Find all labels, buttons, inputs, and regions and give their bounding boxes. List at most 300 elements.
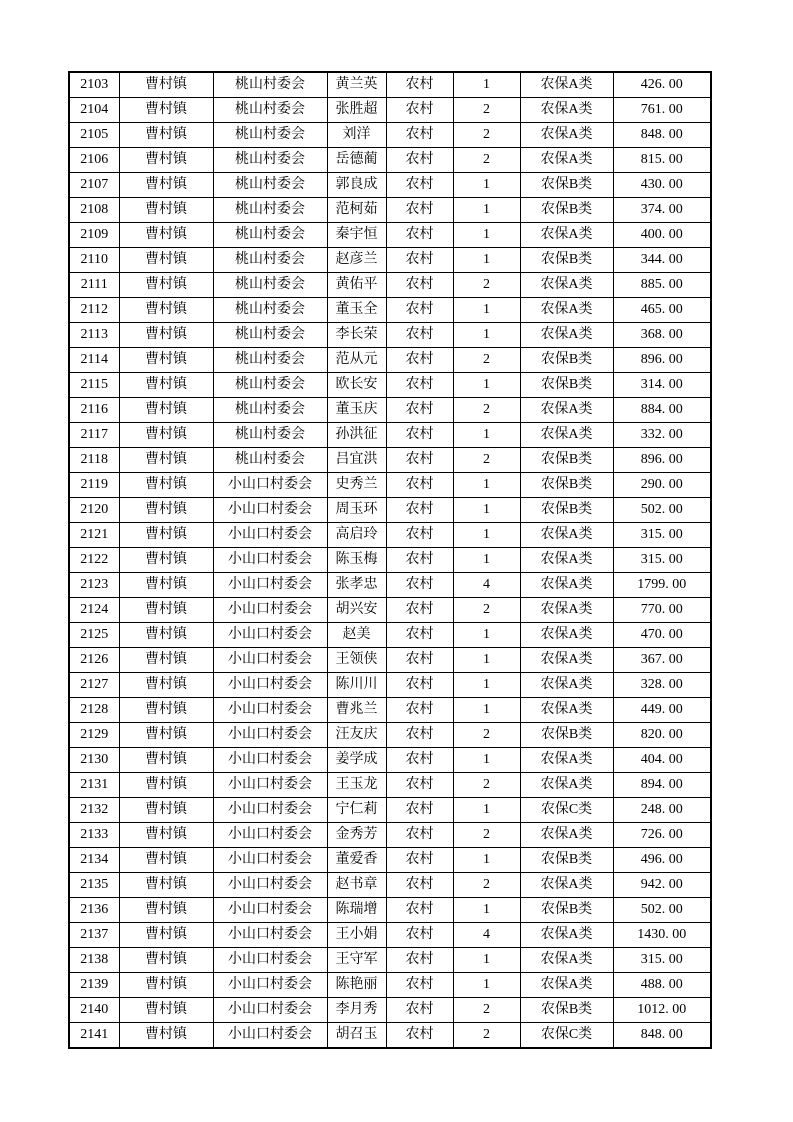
table-row (69, 873, 711, 898)
cell-village-committee: 小山口村委会 (213, 748, 327, 773)
cell-town: 曹村镇 (119, 673, 213, 698)
cell-insurance-category: 农保B类 (520, 248, 613, 273)
table-row (69, 398, 711, 423)
cell-town: 曹村镇 (119, 248, 213, 273)
cell-amount: 502. 00 (613, 498, 711, 523)
cell-town: 曹村镇 (119, 498, 213, 523)
cell-village-committee: 小山口村委会 (213, 698, 327, 723)
cell-person-name: 张胜超 (327, 98, 386, 123)
cell-amount: 815. 00 (613, 148, 711, 173)
cell-serial-number: 2105 (69, 123, 119, 148)
cell-person-name: 赵彦兰 (327, 248, 386, 273)
cell-household-type: 农村 (386, 548, 453, 573)
cell-serial-number: 2126 (69, 648, 119, 673)
cell-person-name: 王领侠 (327, 648, 386, 673)
cell-person-name: 孙洪征 (327, 423, 386, 448)
cell-person-name: 黄佑平 (327, 273, 386, 298)
cell-insurance-category: 农保A类 (520, 523, 613, 548)
table-row (69, 848, 711, 873)
cell-town: 曹村镇 (119, 773, 213, 798)
cell-amount: 328. 00 (613, 673, 711, 698)
table-row (69, 373, 711, 398)
cell-serial-number: 2124 (69, 598, 119, 623)
cell-person-count: 1 (453, 548, 520, 573)
table-row (69, 573, 711, 598)
cell-insurance-category: 农保B类 (520, 723, 613, 748)
table-body (69, 72, 711, 1048)
cell-household-type: 农村 (386, 998, 453, 1023)
cell-insurance-category: 农保A类 (520, 873, 613, 898)
cell-person-name: 岳德蔺 (327, 148, 386, 173)
cell-person-count: 1 (453, 673, 520, 698)
cell-serial-number: 2136 (69, 898, 119, 923)
cell-household-type: 农村 (386, 873, 453, 898)
cell-village-committee: 小山口村委会 (213, 898, 327, 923)
cell-person-count: 1 (453, 173, 520, 198)
cell-amount: 315. 00 (613, 523, 711, 548)
cell-person-name: 刘洋 (327, 123, 386, 148)
cell-insurance-category: 农保A类 (520, 223, 613, 248)
cell-household-type: 农村 (386, 798, 453, 823)
cell-person-name: 吕宜洪 (327, 448, 386, 473)
cell-household-type: 农村 (386, 1023, 453, 1049)
cell-household-type: 农村 (386, 223, 453, 248)
cell-person-count: 1 (453, 848, 520, 873)
cell-village-committee: 小山口村委会 (213, 1023, 327, 1049)
cell-amount: 820. 00 (613, 723, 711, 748)
cell-person-count: 2 (453, 448, 520, 473)
cell-village-committee: 桃山村委会 (213, 423, 327, 448)
cell-village-committee: 小山口村委会 (213, 948, 327, 973)
cell-amount: 470. 00 (613, 623, 711, 648)
cell-household-type: 农村 (386, 98, 453, 123)
cell-village-committee: 小山口村委会 (213, 998, 327, 1023)
cell-person-count: 1 (453, 423, 520, 448)
cell-amount: 315. 00 (613, 548, 711, 573)
cell-household-type: 农村 (386, 923, 453, 948)
cell-person-count: 2 (453, 123, 520, 148)
cell-insurance-category: 农保A类 (520, 673, 613, 698)
cell-town: 曹村镇 (119, 698, 213, 723)
cell-serial-number: 2104 (69, 98, 119, 123)
cell-town: 曹村镇 (119, 648, 213, 673)
cell-person-name: 王守军 (327, 948, 386, 973)
cell-village-committee: 桃山村委会 (213, 373, 327, 398)
cell-person-name: 秦宇恒 (327, 223, 386, 248)
cell-village-committee: 桃山村委会 (213, 248, 327, 273)
cell-serial-number: 2106 (69, 148, 119, 173)
table-row (69, 748, 711, 773)
cell-serial-number: 2114 (69, 348, 119, 373)
cell-village-committee: 桃山村委会 (213, 273, 327, 298)
cell-serial-number: 2119 (69, 473, 119, 498)
cell-person-name: 王玉龙 (327, 773, 386, 798)
cell-serial-number: 2120 (69, 498, 119, 523)
cell-person-name: 欧长安 (327, 373, 386, 398)
cell-village-committee: 小山口村委会 (213, 523, 327, 548)
cell-person-name: 宁仁莉 (327, 798, 386, 823)
cell-person-name: 赵书章 (327, 873, 386, 898)
cell-village-committee: 桃山村委会 (213, 348, 327, 373)
cell-town: 曹村镇 (119, 298, 213, 323)
cell-household-type: 农村 (386, 373, 453, 398)
cell-town: 曹村镇 (119, 273, 213, 298)
cell-town: 曹村镇 (119, 898, 213, 923)
cell-insurance-category: 农保A类 (520, 72, 613, 98)
cell-serial-number: 2141 (69, 1023, 119, 1049)
cell-person-name: 金秀芳 (327, 823, 386, 848)
table-row (69, 123, 711, 148)
table-row (69, 223, 711, 248)
cell-village-committee: 桃山村委会 (213, 72, 327, 98)
cell-serial-number: 2113 (69, 323, 119, 348)
cell-person-count: 2 (453, 773, 520, 798)
cell-person-name: 陈瑞增 (327, 898, 386, 923)
cell-serial-number: 2128 (69, 698, 119, 723)
cell-village-committee: 桃山村委会 (213, 398, 327, 423)
cell-insurance-category: 农保B类 (520, 498, 613, 523)
cell-person-count: 2 (453, 873, 520, 898)
cell-household-type: 农村 (386, 173, 453, 198)
cell-serial-number: 2137 (69, 923, 119, 948)
table-row (69, 423, 711, 448)
table-row (69, 648, 711, 673)
cell-person-name: 高启玲 (327, 523, 386, 548)
cell-amount: 770. 00 (613, 598, 711, 623)
cell-person-name: 姜学成 (327, 748, 386, 773)
cell-insurance-category: 农保B类 (520, 473, 613, 498)
cell-household-type: 农村 (386, 673, 453, 698)
cell-insurance-category: 农保A类 (520, 273, 613, 298)
cell-insurance-category: 农保A类 (520, 148, 613, 173)
cell-serial-number: 2139 (69, 973, 119, 998)
cell-insurance-category: 农保A类 (520, 598, 613, 623)
table-row (69, 998, 711, 1023)
cell-town: 曹村镇 (119, 373, 213, 398)
cell-household-type: 农村 (386, 123, 453, 148)
cell-person-count: 2 (453, 598, 520, 623)
cell-village-committee: 桃山村委会 (213, 173, 327, 198)
cell-person-count: 2 (453, 98, 520, 123)
cell-amount: 894. 00 (613, 773, 711, 798)
cell-person-count: 1 (453, 698, 520, 723)
cell-insurance-category: 农保A类 (520, 398, 613, 423)
cell-household-type: 农村 (386, 198, 453, 223)
cell-serial-number: 2103 (69, 72, 119, 98)
cell-village-committee: 桃山村委会 (213, 198, 327, 223)
cell-person-count: 1 (453, 198, 520, 223)
cell-person-name: 曹兆兰 (327, 698, 386, 723)
cell-serial-number: 2134 (69, 848, 119, 873)
cell-insurance-category: 农保A类 (520, 623, 613, 648)
cell-village-committee: 桃山村委会 (213, 448, 327, 473)
table-row (69, 72, 711, 98)
table-row (69, 698, 711, 723)
cell-person-name: 史秀兰 (327, 473, 386, 498)
cell-insurance-category: 农保B类 (520, 998, 613, 1023)
cell-amount: 332. 00 (613, 423, 711, 448)
table-row (69, 498, 711, 523)
cell-serial-number: 2112 (69, 298, 119, 323)
cell-person-count: 1 (453, 72, 520, 98)
cell-household-type: 农村 (386, 773, 453, 798)
cell-amount: 367. 00 (613, 648, 711, 673)
cell-insurance-category: 农保A类 (520, 98, 613, 123)
table-row (69, 1023, 711, 1049)
cell-village-committee: 桃山村委会 (213, 298, 327, 323)
cell-amount: 942. 00 (613, 873, 711, 898)
cell-amount: 465. 00 (613, 298, 711, 323)
cell-amount: 761. 00 (613, 98, 711, 123)
cell-person-name: 陈玉梅 (327, 548, 386, 573)
cell-insurance-category: 农保A类 (520, 548, 613, 573)
cell-insurance-category: 农保B类 (520, 373, 613, 398)
cell-person-count: 2 (453, 998, 520, 1023)
cell-person-name: 李长荣 (327, 323, 386, 348)
cell-town: 曹村镇 (119, 923, 213, 948)
cell-serial-number: 2111 (69, 273, 119, 298)
table-row (69, 673, 711, 698)
cell-village-committee: 桃山村委会 (213, 123, 327, 148)
cell-person-count: 1 (453, 523, 520, 548)
cell-amount: 502. 00 (613, 898, 711, 923)
table-row (69, 948, 711, 973)
cell-town: 曹村镇 (119, 1023, 213, 1049)
table-row (69, 323, 711, 348)
table-row (69, 773, 711, 798)
cell-insurance-category: 农保A类 (520, 423, 613, 448)
cell-serial-number: 2121 (69, 523, 119, 548)
cell-household-type: 农村 (386, 273, 453, 298)
insurance-payment-table (68, 71, 712, 1049)
cell-person-count: 1 (453, 373, 520, 398)
cell-insurance-category: 农保A类 (520, 973, 613, 998)
cell-person-count: 2 (453, 398, 520, 423)
cell-household-type: 农村 (386, 623, 453, 648)
cell-person-name: 汪友庆 (327, 723, 386, 748)
cell-insurance-category: 农保A类 (520, 323, 613, 348)
cell-person-name: 董玉庆 (327, 398, 386, 423)
cell-household-type: 农村 (386, 323, 453, 348)
cell-town: 曹村镇 (119, 998, 213, 1023)
cell-person-name: 黄兰英 (327, 72, 386, 98)
table-row (69, 523, 711, 548)
table-row (69, 448, 711, 473)
cell-person-name: 李月秀 (327, 998, 386, 1023)
cell-person-count: 1 (453, 748, 520, 773)
cell-serial-number: 2107 (69, 173, 119, 198)
cell-amount: 1799. 00 (613, 573, 711, 598)
cell-village-committee: 小山口村委会 (213, 548, 327, 573)
table-row (69, 198, 711, 223)
cell-household-type: 农村 (386, 898, 453, 923)
cell-person-count: 1 (453, 973, 520, 998)
cell-amount: 726. 00 (613, 823, 711, 848)
cell-person-count: 1 (453, 948, 520, 973)
cell-household-type: 农村 (386, 648, 453, 673)
cell-village-committee: 小山口村委会 (213, 798, 327, 823)
cell-household-type: 农村 (386, 598, 453, 623)
cell-village-committee: 小山口村委会 (213, 723, 327, 748)
cell-amount: 368. 00 (613, 323, 711, 348)
table-row (69, 273, 711, 298)
cell-town: 曹村镇 (119, 948, 213, 973)
cell-village-committee: 小山口村委会 (213, 473, 327, 498)
cell-amount: 896. 00 (613, 348, 711, 373)
cell-person-name: 张孝忠 (327, 573, 386, 598)
cell-town: 曹村镇 (119, 223, 213, 248)
cell-household-type: 农村 (386, 348, 453, 373)
table-row (69, 973, 711, 998)
cell-town: 曹村镇 (119, 973, 213, 998)
cell-serial-number: 2140 (69, 998, 119, 1023)
cell-person-count: 1 (453, 223, 520, 248)
cell-serial-number: 2131 (69, 773, 119, 798)
cell-village-committee: 小山口村委会 (213, 848, 327, 873)
cell-town: 曹村镇 (119, 423, 213, 448)
cell-person-name: 郭良成 (327, 173, 386, 198)
cell-town: 曹村镇 (119, 123, 213, 148)
cell-household-type: 农村 (386, 448, 453, 473)
cell-serial-number: 2108 (69, 198, 119, 223)
cell-serial-number: 2117 (69, 423, 119, 448)
cell-household-type: 农村 (386, 398, 453, 423)
cell-amount: 449. 00 (613, 698, 711, 723)
cell-village-committee: 桃山村委会 (213, 98, 327, 123)
cell-amount: 290. 00 (613, 473, 711, 498)
cell-person-count: 1 (453, 473, 520, 498)
cell-household-type: 农村 (386, 698, 453, 723)
cell-town: 曹村镇 (119, 148, 213, 173)
cell-amount: 344. 00 (613, 248, 711, 273)
cell-person-count: 1 (453, 898, 520, 923)
cell-person-name: 董爱香 (327, 848, 386, 873)
cell-household-type: 农村 (386, 948, 453, 973)
cell-town: 曹村镇 (119, 598, 213, 623)
cell-household-type: 农村 (386, 573, 453, 598)
table-row (69, 798, 711, 823)
cell-household-type: 农村 (386, 248, 453, 273)
cell-household-type: 农村 (386, 148, 453, 173)
cell-serial-number: 2110 (69, 248, 119, 273)
cell-village-committee: 小山口村委会 (213, 673, 327, 698)
cell-amount: 374. 00 (613, 198, 711, 223)
cell-household-type: 农村 (386, 748, 453, 773)
cell-village-committee: 桃山村委会 (213, 323, 327, 348)
cell-insurance-category: 农保B类 (520, 198, 613, 223)
cell-village-committee: 小山口村委会 (213, 498, 327, 523)
table-row (69, 248, 711, 273)
table-row (69, 298, 711, 323)
table-row (69, 723, 711, 748)
cell-insurance-category: 农保B类 (520, 848, 613, 873)
cell-amount: 896. 00 (613, 448, 711, 473)
table-row (69, 898, 711, 923)
cell-town: 曹村镇 (119, 473, 213, 498)
cell-village-committee: 小山口村委会 (213, 598, 327, 623)
cell-village-committee: 小山口村委会 (213, 773, 327, 798)
cell-serial-number: 2127 (69, 673, 119, 698)
cell-household-type: 农村 (386, 823, 453, 848)
cell-household-type: 农村 (386, 973, 453, 998)
cell-person-name: 陈川川 (327, 673, 386, 698)
cell-household-type: 农村 (386, 723, 453, 748)
cell-serial-number: 2123 (69, 573, 119, 598)
cell-insurance-category: 农保A类 (520, 823, 613, 848)
cell-town: 曹村镇 (119, 623, 213, 648)
cell-household-type: 农村 (386, 298, 453, 323)
cell-person-name: 董玉全 (327, 298, 386, 323)
cell-amount: 1430. 00 (613, 923, 711, 948)
cell-amount: 400. 00 (613, 223, 711, 248)
cell-person-count: 1 (453, 648, 520, 673)
cell-insurance-category: 农保A类 (520, 773, 613, 798)
cell-person-name: 胡兴安 (327, 598, 386, 623)
cell-amount: 848. 00 (613, 1023, 711, 1049)
cell-person-count: 4 (453, 923, 520, 948)
cell-amount: 314. 00 (613, 373, 711, 398)
cell-insurance-category: 农保B类 (520, 348, 613, 373)
cell-town: 曹村镇 (119, 348, 213, 373)
cell-amount: 848. 00 (613, 123, 711, 148)
cell-insurance-category: 农保A类 (520, 748, 613, 773)
cell-amount: 885. 00 (613, 273, 711, 298)
cell-person-count: 2 (453, 823, 520, 848)
cell-serial-number: 2125 (69, 623, 119, 648)
cell-serial-number: 2133 (69, 823, 119, 848)
cell-town: 曹村镇 (119, 323, 213, 348)
cell-serial-number: 2135 (69, 873, 119, 898)
cell-town: 曹村镇 (119, 523, 213, 548)
cell-person-name: 赵美 (327, 623, 386, 648)
cell-town: 曹村镇 (119, 198, 213, 223)
cell-household-type: 农村 (386, 72, 453, 98)
cell-insurance-category: 农保A类 (520, 648, 613, 673)
cell-amount: 496. 00 (613, 848, 711, 873)
cell-amount: 426. 00 (613, 72, 711, 98)
cell-amount: 430. 00 (613, 173, 711, 198)
cell-person-count: 1 (453, 798, 520, 823)
cell-serial-number: 2116 (69, 398, 119, 423)
cell-town: 曹村镇 (119, 823, 213, 848)
cell-insurance-category: 农保A类 (520, 923, 613, 948)
cell-insurance-category: 农保A类 (520, 573, 613, 598)
cell-person-name: 陈艳丽 (327, 973, 386, 998)
cell-village-committee: 小山口村委会 (213, 823, 327, 848)
cell-town: 曹村镇 (119, 723, 213, 748)
cell-person-name: 王小娟 (327, 923, 386, 948)
cell-amount: 404. 00 (613, 748, 711, 773)
cell-town: 曹村镇 (119, 98, 213, 123)
table-row (69, 923, 711, 948)
cell-serial-number: 2109 (69, 223, 119, 248)
cell-serial-number: 2115 (69, 373, 119, 398)
cell-insurance-category: 农保A类 (520, 298, 613, 323)
cell-person-count: 4 (453, 573, 520, 598)
table-row (69, 148, 711, 173)
cell-town: 曹村镇 (119, 873, 213, 898)
table-row (69, 348, 711, 373)
cell-town: 曹村镇 (119, 448, 213, 473)
cell-insurance-category: 农保C类 (520, 798, 613, 823)
cell-serial-number: 2138 (69, 948, 119, 973)
cell-amount: 248. 00 (613, 798, 711, 823)
cell-amount: 1012. 00 (613, 998, 711, 1023)
cell-person-count: 2 (453, 273, 520, 298)
cell-serial-number: 2122 (69, 548, 119, 573)
cell-person-count: 2 (453, 1023, 520, 1049)
cell-person-count: 2 (453, 348, 520, 373)
